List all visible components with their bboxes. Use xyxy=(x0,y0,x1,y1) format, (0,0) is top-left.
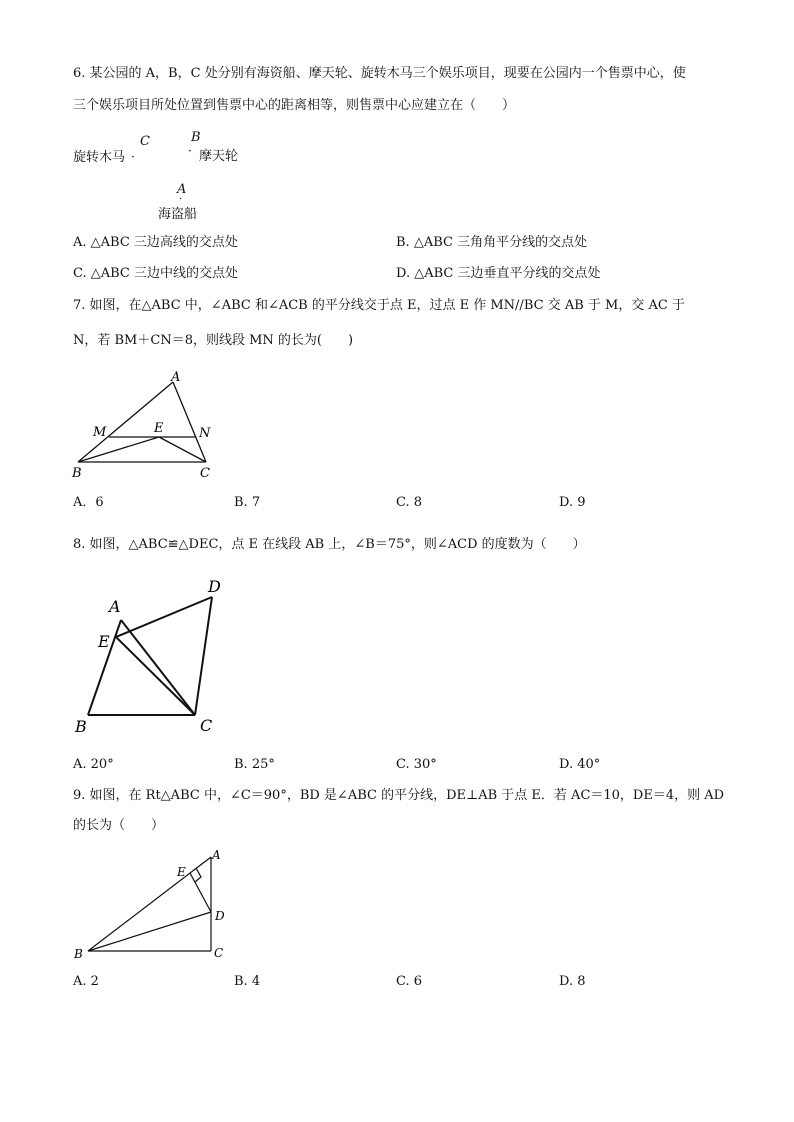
q9-side-ab xyxy=(88,857,211,951)
q6-stem-line2: 三个娱乐项目所处位置到售票中心的距离相等，则售票中心应建立在（ ） xyxy=(73,98,516,113)
q9-option-b[interactable]: B. 4 xyxy=(234,974,261,989)
ferris-wheel-label: 摩天轮 xyxy=(199,149,239,164)
point-b-letter: B xyxy=(191,130,201,145)
q6-stem-line1: 6. 某公园的 A，B，C 处分别有海资船、摩天轮、旋转木马三个娱乐项目，现要在公园内一个售票中心，使 xyxy=(73,66,686,81)
point-c-dot: · xyxy=(131,150,135,164)
q6-option-a[interactable]: A. △ABC 三边高线的交点处 xyxy=(73,235,238,250)
q9-segment-bd xyxy=(88,912,211,951)
q9-label-d: D xyxy=(215,909,225,923)
q7-option-a[interactable]: A．6 xyxy=(73,495,104,510)
q9-right-angle-mark xyxy=(195,868,201,882)
q9-segment-de xyxy=(190,873,211,912)
carousel-label: 旋转木马 xyxy=(73,150,126,165)
point-b-dot: · xyxy=(188,144,192,158)
q9-stem-line2: 的长为（ ） xyxy=(73,818,165,833)
q8-option-d[interactable]: D. 40° xyxy=(559,757,601,772)
q8-option-a[interactable]: A. 20° xyxy=(73,757,114,772)
q9-option-a[interactable]: A. 2 xyxy=(73,974,99,989)
q6-option-c[interactable]: C. △ABC 三边中线的交点处 xyxy=(73,266,239,281)
q7-label-e: E xyxy=(154,421,164,436)
point-c-letter: C xyxy=(140,134,150,149)
q7-label-a: A xyxy=(171,370,181,385)
q7-label-b: B xyxy=(72,466,82,481)
q9-option-d[interactable]: D. 8 xyxy=(559,974,586,989)
q7-option-c[interactable]: C. 8 xyxy=(396,495,423,510)
q7-stem-line2: N，若 BM＋CN＝8，则线段 MN 的长为( ) xyxy=(73,333,354,348)
q7-label-n: N xyxy=(199,426,211,441)
pirate-ship-label: 海盗船 xyxy=(158,207,198,222)
q8-label-e: E xyxy=(98,632,110,651)
q7-stem-line1: 7. 如图，在△ABC 中，∠ABC 和∠ACB 的平分线交于点 E，过点 E 作 MN//BC 交 AB 于 M，交 AC 于 xyxy=(73,298,685,313)
point-a-letter: A xyxy=(177,182,187,197)
q9-label-b: B xyxy=(74,947,83,961)
q9-stem-line1: 9. 如图，在 Rt△ABC 中，∠C＝90°，BD 是∠ABC 的平分线，DE⊥AB 于点 E．若 AC＝10，DE＝4，则 AD xyxy=(73,788,725,803)
q8-label-a: A xyxy=(109,597,121,616)
q7-option-b[interactable]: B. 7 xyxy=(234,495,261,510)
q8-label-b: B xyxy=(75,717,87,736)
q7-option-d[interactable]: D. 9 xyxy=(559,495,586,510)
point-a-dot: · xyxy=(179,194,183,205)
q7-label-m: M xyxy=(93,425,107,440)
q9-label-e: E xyxy=(177,865,186,879)
q9-option-c[interactable]: C. 6 xyxy=(396,974,423,989)
q8-label-d: D xyxy=(208,577,221,596)
q9-label-a: A xyxy=(212,848,221,862)
q8-option-b[interactable]: B. 25° xyxy=(234,757,275,772)
q8-label-c: C xyxy=(200,716,213,735)
q9-label-c: C xyxy=(214,946,224,960)
q8-stem-line1: 8. 如图，△ABC≌△DEC，点 E 在线段 AB 上，∠B＝75°，则∠ACD 的度数为（ ） xyxy=(73,537,586,552)
q6-option-d[interactable]: D. △ABC 三边垂直平分线的交点处 xyxy=(396,266,601,281)
q7-label-c: C xyxy=(200,466,210,481)
q8-option-c[interactable]: C. 30° xyxy=(396,757,437,772)
q6-option-b[interactable]: B. △ABC 三角角平分线的交点处 xyxy=(396,235,588,250)
